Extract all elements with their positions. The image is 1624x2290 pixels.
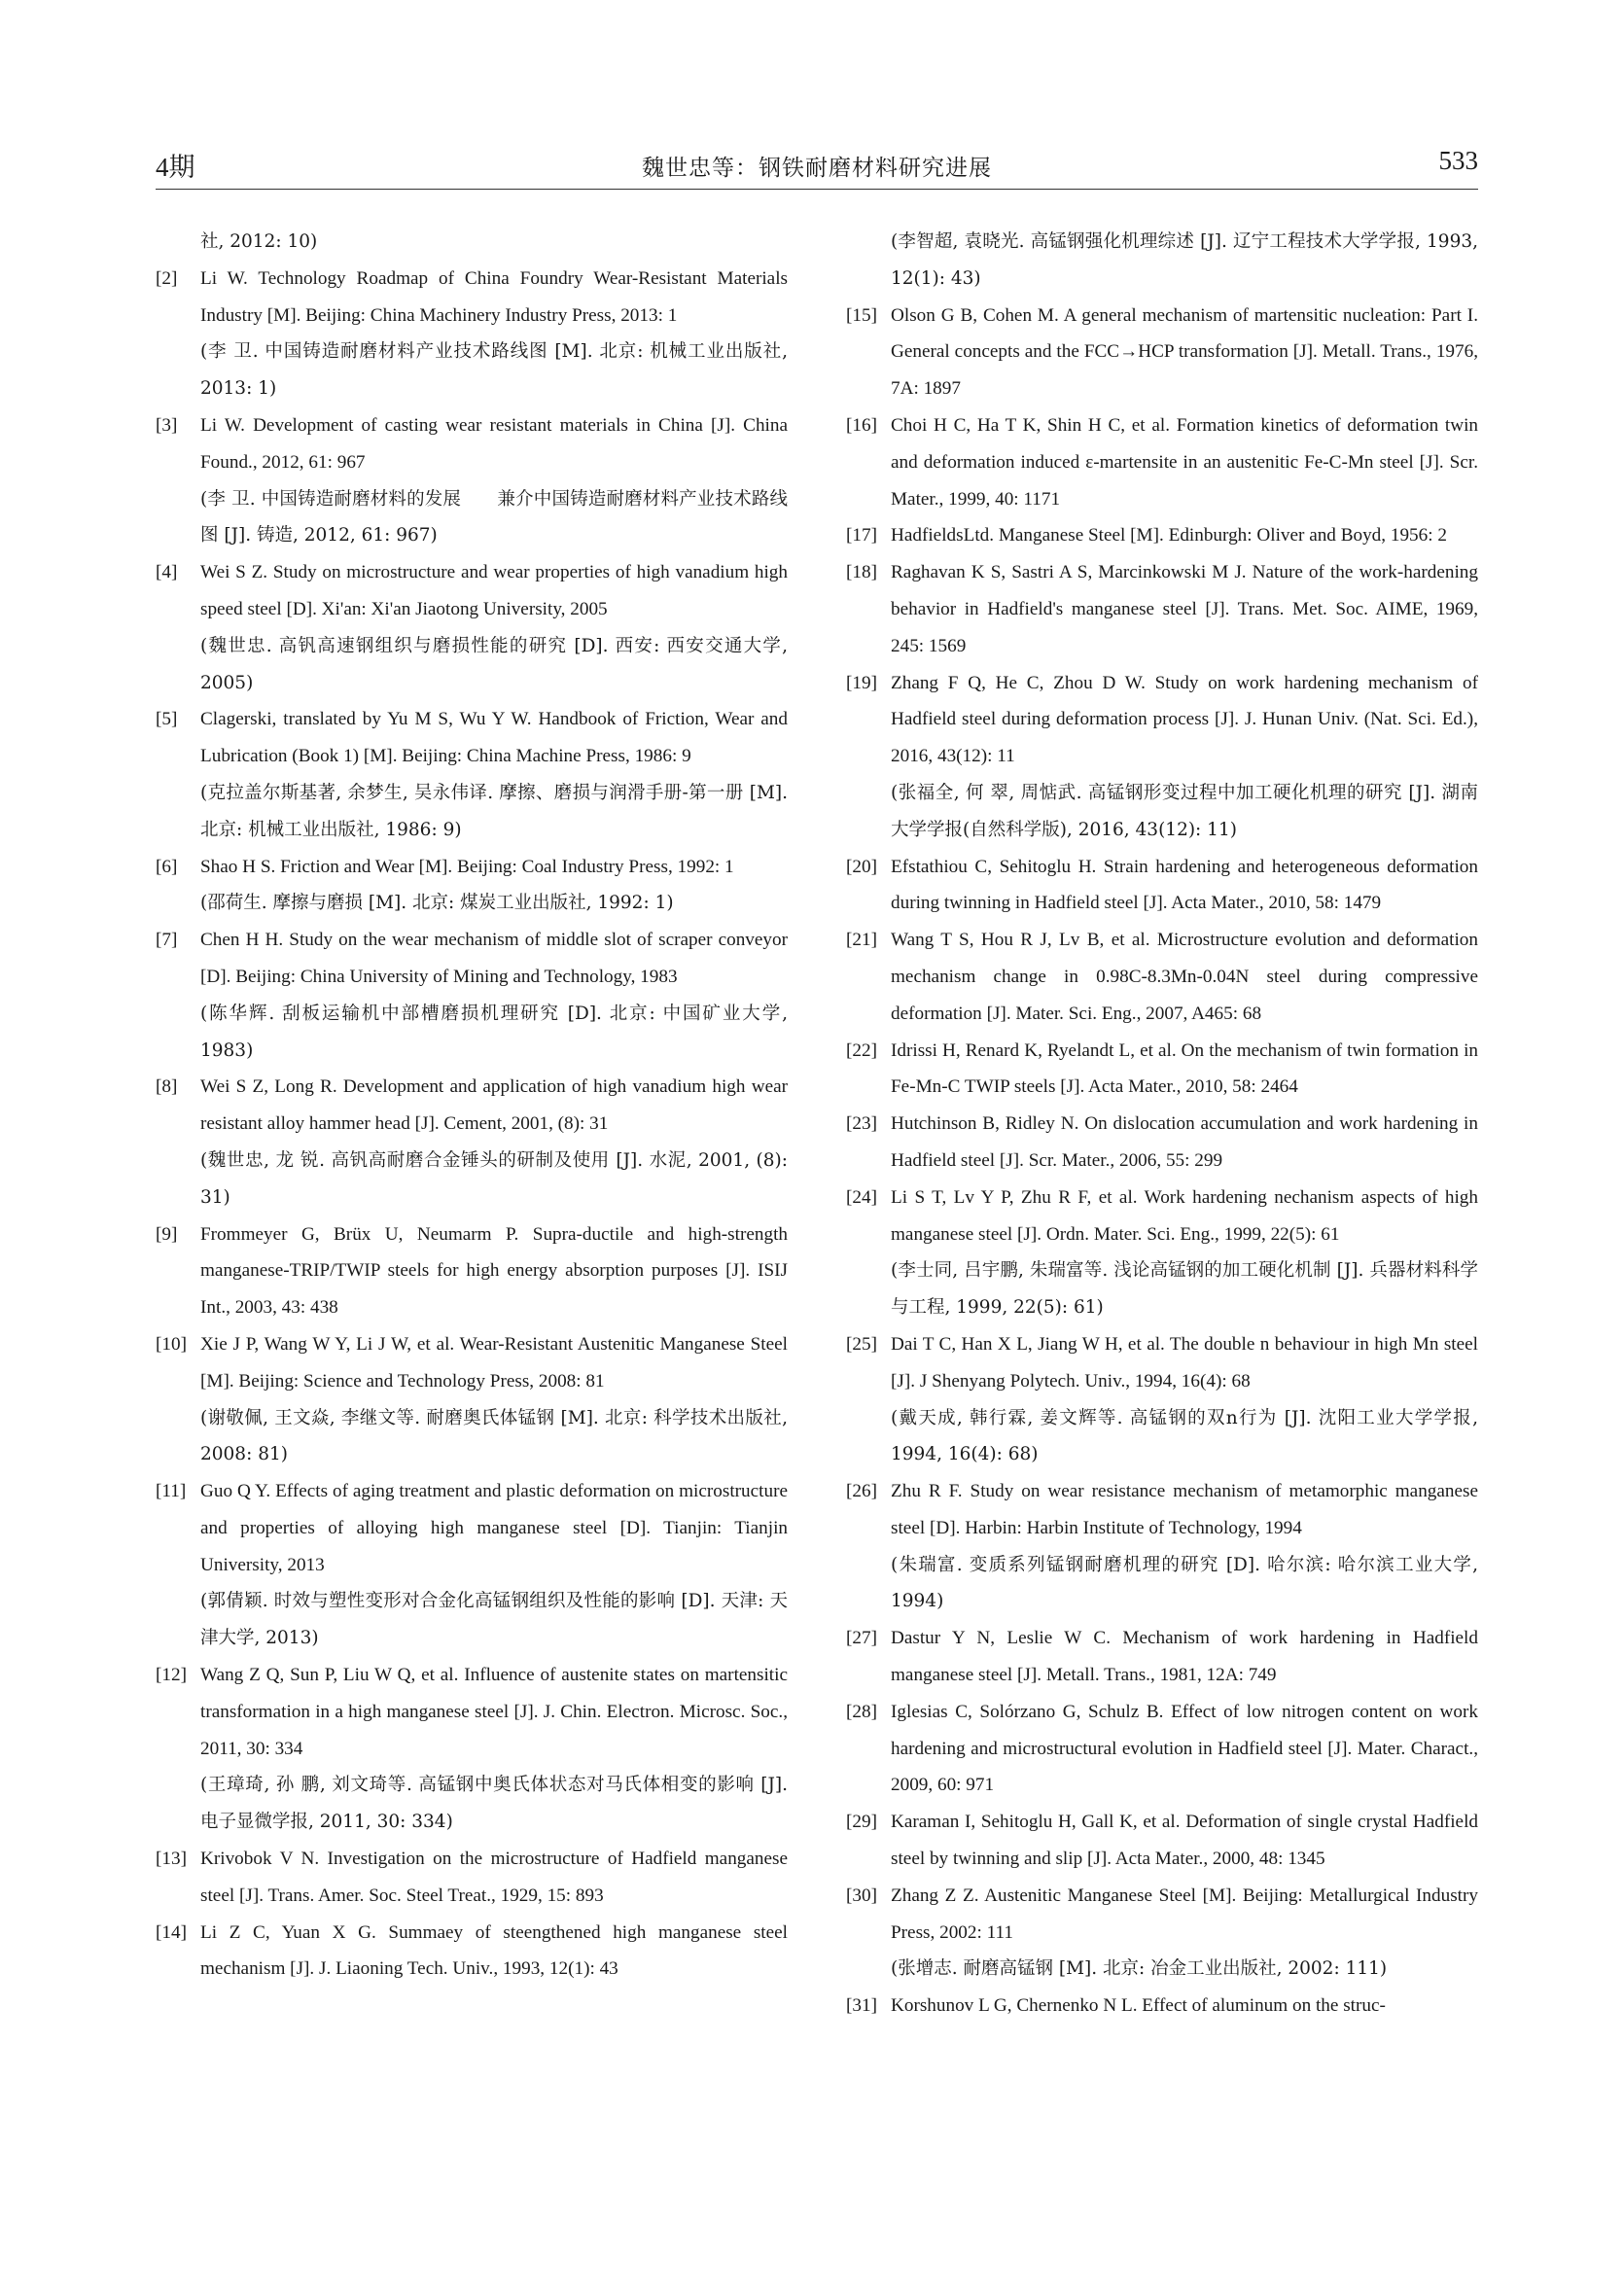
reference-text: Krivobok V N. Investigation on the microstructure of Hadfield manganese steel [J]. Trans. Amer. Soc. Steel Treat., 1929, 15: 893	[200, 1849, 788, 1906]
reference-entry	[846, 1106, 1478, 1180]
reference-text: Zhang Z Z. Austenitic Manganese Steel [M]. Beijing: Metallurgical Industry Press, 2002: 111	[891, 1885, 1478, 1943]
reference-text: Zhu R F. Study on wear resistance mechanism of metamorphic manganese steel [D]. Harbin: Harbin Institute of Technology, 1994	[891, 1481, 1478, 1538]
reference-text: Korshunov L G, Chernenko N L. Effect of aluminum on the struc-	[891, 1995, 1386, 2017]
reference-number: [16]	[846, 414, 877, 436]
reference-entry	[846, 517, 1478, 554]
reference-text: Li S T, Lv Y P, Zhu R F, et al. Work hardening nechanism aspects of high manganese steel [J]. Ordn. Mater. Sci. Eng., 1999, 22(5): 61	[891, 1186, 1478, 1245]
reference-number: [28]	[846, 1701, 877, 1722]
reference-chinese-text: (陈华辉. 刮板运输机中部槽磨损机理研究 [D]. 北京: 中国矿业大学, 1983)	[200, 1003, 788, 1061]
reference-chinese-text: (邵荷生. 摩擦与磨损 [M]. 北京: 煤炭工业出版社, 1992: 1)	[200, 893, 674, 914]
reference-entry	[156, 224, 788, 261]
reference-entry	[846, 1988, 1478, 2025]
reference-entry	[156, 1216, 788, 1326]
reference-text: Choi H C, Ha T K, Shin H C, et al. Formation kinetics of deformation twin and deformation induced ε-martensite in an austenitic Fe-C-Mn steel [J]. Scr. Mater., 1999, 40: 1171	[891, 414, 1478, 510]
reference-entry	[156, 554, 788, 701]
reference-text: Li Z C, Yuan X G. Summaey of steengthened high manganese steel mechanism [J]. J. Liaoning Tech. Univ., 1993, 12(1): 43	[200, 1921, 788, 1980]
reference-entry	[156, 1069, 788, 1215]
reference-text: Clagerski, translated by Yu M S, Wu Y W. Handbook of Friction, Wear and Lubrication (Book 1) [M]. Beijing: China Machine Press, 1986: 9	[200, 709, 788, 767]
reference-entry	[846, 554, 1478, 664]
reference-text: Wei S Z. Study on microstructure and wear properties of high vanadium high speed steel [D]. Xi'an: Xi'an Jiaotong University, 2005	[200, 562, 788, 619]
issue-number: 4期	[156, 153, 195, 182]
reference-number: [2]	[156, 267, 178, 289]
reference-text: Wang Z Q, Sun P, Liu W Q, et al. Influence of austenite states on martensitic transformation in a high manganese steel [J]. J. Chin. Electron. Microsc. Soc., 2011, 30: 334	[200, 1665, 788, 1759]
reference-text: HadfieldsLtd. Manganese Steel [M]. Edinburgh: Oliver and Boyd, 1956: 2	[891, 525, 1447, 546]
reference-text: Olson G B, Cohen M. A general mechanism of martensitic nucleation: Part I. General concepts and the FCC→HCP transformation [J]. Metall. Trans., 1976, 7A: 1897	[891, 304, 1478, 400]
reference-number: [15]	[846, 304, 877, 326]
reference-chinese-text: (郭倩颖. 时效与塑性变形对合金化高锰钢组织及性能的影响 [D]. 天津: 天津大学, 2013)	[200, 1591, 788, 1649]
reference-text: Iglesias C, Solórzano G, Schulz B. Effect of low nitrogen content on work hardening and microstructural evolution in Hadfield steel [J]. Mater. Charact., 2009, 60: 971	[891, 1701, 1478, 1796]
reference-text: Guo Q Y. Effects of aging treatment and plastic deformation on microstructure and properties of alloying high manganese steel [D]. Tianjin: Tianjin University, 2013	[200, 1481, 788, 1575]
reference-entry	[846, 1473, 1478, 1620]
page-number: 533	[1438, 146, 1478, 175]
reference-number: [21]	[846, 930, 877, 951]
reference-text: Frommeyer G, Brüx U, Neumarm P. Supra-ductile and high-strength manganese-TRIP/TWIP steels for high energy absorption purposes [J]. ISIJ Int., 2003, 43: 438	[200, 1223, 788, 1319]
reference-number: [18]	[846, 562, 877, 583]
running-title: 魏世忠等：钢铁耐磨材料研究进展	[642, 156, 992, 180]
reference-number: [19]	[846, 672, 877, 693]
reference-number: [10]	[156, 1333, 187, 1355]
reference-number: [31]	[846, 1995, 877, 2017]
reference-number: [29]	[846, 1812, 877, 1833]
reference-entry	[846, 1180, 1478, 1326]
reference-entry	[156, 1915, 788, 1989]
reference-number: [20]	[846, 856, 877, 877]
reference-chinese-text: (李 卫. 中国铸造耐磨材料产业技术路线图 [M]. 北京: 机械工业出版社, 2013: 1)	[200, 341, 788, 400]
reference-chinese-text: (魏世忠, 龙 锐. 高钒高耐磨合金锤头的研制及使用 [J]. 水泥, 2001, (8): 31)	[200, 1149, 788, 1208]
reference-entry	[846, 1326, 1478, 1473]
reference-number: [8]	[156, 1076, 178, 1098]
reference-number: [7]	[156, 930, 178, 951]
reference-entry	[846, 298, 1478, 407]
reference-entry	[156, 261, 788, 407]
reference-number: [6]	[156, 856, 178, 877]
page-header	[156, 146, 1478, 190]
reference-text: Raghavan K S, Sastri A S, Marcinkowski M J. Nature of the work-hardening behavior in Hadfield's manganese steel [J]. Trans. Met. Soc. AIME, 1969, 245: 1569	[891, 562, 1478, 656]
reference-chinese-text: (李智超, 袁晓光. 高锰钢强化机理综述 [J]. 辽宁工程技术大学学报, 1993, 12(1): 43)	[891, 231, 1478, 289]
reference-text: Dai T C, Han X L, Jiang W H, et al. The double n behaviour in high Mn steel [J]. J Shenyang Polytech. Univ., 1994, 16(4): 68	[891, 1333, 1478, 1392]
reference-number: [9]	[156, 1223, 178, 1245]
references-right-column	[846, 224, 1478, 2025]
reference-number: [11]	[156, 1481, 187, 1502]
reference-number: [13]	[156, 1849, 187, 1870]
reference-chinese-text: (戴天成, 韩行霖, 姜文辉等. 高锰钢的双n行为 [J]. 沈阳工业大学学报, 1994, 16(4): 68)	[891, 1407, 1478, 1465]
reference-chinese-text: (魏世忠. 高钒高速钢组织与磨损性能的研究 [D]. 西安: 西安交通大学, 2005)	[200, 635, 788, 693]
references-left-column	[156, 224, 788, 1988]
reference-entry	[156, 407, 788, 554]
reference-chinese-text: (张福全, 何 翠, 周惦武. 高锰钢形变过程中加工硬化机理的研究 [J]. 湖南大学学报(自然科学版), 2016, 43(12): 11)	[891, 782, 1478, 840]
reference-chinese-text: (李 卫. 中国铸造耐磨材料的发展 兼介中国铸造耐磨材料产业技术路线图 [J]. 铸造, 2012, 61: 967)	[200, 488, 788, 546]
reference-chinese-text: (王璋琦, 孙 鹏, 刘文琦等. 高锰钢中奥氏体状态对马氏体相变的影响 [J]. 电子显微学报, 2011, 30: 334)	[200, 1775, 788, 1833]
reference-text: Idrissi H, Renard K, Ryelandt L, et al. On the mechanism of twin formation in Fe-Mn-C TWIP steels [J]. Acta Mater., 2010, 58: 2464	[891, 1039, 1478, 1098]
reference-chinese-text: (克拉盖尔斯基著, 余梦生, 吴永伟译. 摩擦、磨损与润滑手册-第一册 [M]. 北京: 机械工业出版社, 1986: 9)	[200, 782, 788, 840]
reference-number: [5]	[156, 709, 178, 730]
reference-text: Zhang F Q, He C, Zhou D W. Study on work hardening mechanism of Hadfield steel during deformation process [J]. J. Hunan Univ. (Nat. Sci. Ed.), 2016, 43(12): 11	[891, 672, 1478, 767]
reference-entry	[846, 665, 1478, 849]
reference-text: Chen H H. Study on the wear mechanism of middle slot of scraper conveyor [D]. Beijing: China University of Mining and Technology, 1983	[200, 930, 788, 987]
reference-text: Dastur Y N, Leslie W C. Mechanism of work hardening in Hadfield manganese steel [J]. Metall. Trans., 1981, 12A: 749	[891, 1628, 1478, 1686]
reference-number: [30]	[846, 1885, 877, 1906]
reference-entry	[156, 1326, 788, 1473]
reference-entry	[156, 1657, 788, 1841]
reference-number: [23]	[846, 1113, 877, 1135]
reference-entry	[846, 1033, 1478, 1107]
reference-entry	[846, 1694, 1478, 1804]
reference-chinese-text: (谢敬佩, 王文焱, 李继文等. 耐磨奥氏体锰钢 [M]. 北京: 科学技术出版社, 2008: 81)	[200, 1407, 788, 1465]
reference-number: [17]	[846, 525, 877, 546]
reference-entry	[846, 1620, 1478, 1694]
reference-chinese-text: (朱瑞富. 变质系列锰钢耐磨机理的研究 [D]. 哈尔滨: 哈尔滨工业大学, 1994)	[891, 1554, 1478, 1612]
reference-entry	[156, 701, 788, 848]
reference-entry	[846, 849, 1478, 923]
reference-text: Shao H S. Friction and Wear [M]. Beijing: Coal Industry Press, 1992: 1	[200, 856, 734, 877]
reference-entry	[846, 407, 1478, 517]
reference-number: [24]	[846, 1186, 877, 1208]
reference-text: Wei S Z, Long R. Development and application of high vanadium high wear resistant alloy hammer head [J]. Cement, 2001, (8): 31	[200, 1076, 788, 1135]
reference-entry	[156, 922, 788, 1069]
reference-text: Xie J P, Wang W Y, Li J W, et al. Wear-Resistant Austenitic Manganese Steel [M]. Beijing: Science and Technology Press, 2008: 81	[200, 1333, 788, 1392]
reference-number: [22]	[846, 1039, 877, 1061]
reference-chinese-text: (张增志. 耐磨高锰钢 [M]. 北京: 冶金工业出版社, 2002: 111)	[891, 1958, 1388, 1980]
reference-number: [12]	[156, 1665, 187, 1686]
reference-number: [14]	[156, 1921, 187, 1943]
reference-entry	[846, 922, 1478, 1032]
reference-entry	[846, 1804, 1478, 1878]
reference-number: [26]	[846, 1481, 877, 1502]
reference-text: Li W. Development of casting wear resistant materials in China [J]. China Found., 2012, 61: 967	[200, 414, 788, 473]
reference-entry	[156, 1841, 788, 1915]
reference-text: Hutchinson B, Ridley N. On dislocation accumulation and work hardening in Hadfield steel [J]. Scr. Mater., 2006, 55: 299	[891, 1113, 1478, 1171]
reference-number: [4]	[156, 562, 178, 583]
reference-text: Wang T S, Hou R J, Lv B, et al. Microstructure evolution and deformation mechanism change in 0.98C-8.3Mn-0.04N steel during compressive deformation [J]. Mater. Sci. Eng., 2007, A465: 68	[891, 930, 1478, 1024]
reference-chinese-text: (李士同, 吕宇鹏, 朱瑞富等. 浅论高锰钢的加工硬化机制 [J]. 兵器材料科学与工程, 1999, 22(5): 61)	[891, 1260, 1478, 1319]
reference-entry	[846, 1878, 1478, 1988]
reference-number: [27]	[846, 1628, 877, 1649]
reference-text: Efstathiou C, Sehitoglu H. Strain hardening and heterogeneous deformation during twinning in Hadfield steel [J]. Acta Mater., 2010, 58: 1479	[891, 856, 1478, 914]
reference-number: [25]	[846, 1333, 877, 1355]
reference-entry	[156, 849, 788, 923]
reference-number: [3]	[156, 414, 178, 436]
reference-entry	[846, 224, 1478, 298]
reference-entry	[156, 1473, 788, 1657]
reference-text: Li W. Technology Roadmap of China Foundry Wear-Resistant Materials Industry [M]. Beijing: China Machinery Industry Press, 2013: 1	[200, 267, 788, 326]
reference-chinese-text: 社, 2012: 10)	[200, 231, 318, 252]
reference-text: Karaman I, Sehitoglu H, Gall K, et al. Deformation of single crystal Hadfield steel by twinning and slip [J]. Acta Mater., 2000, 48: 1345	[891, 1812, 1478, 1870]
